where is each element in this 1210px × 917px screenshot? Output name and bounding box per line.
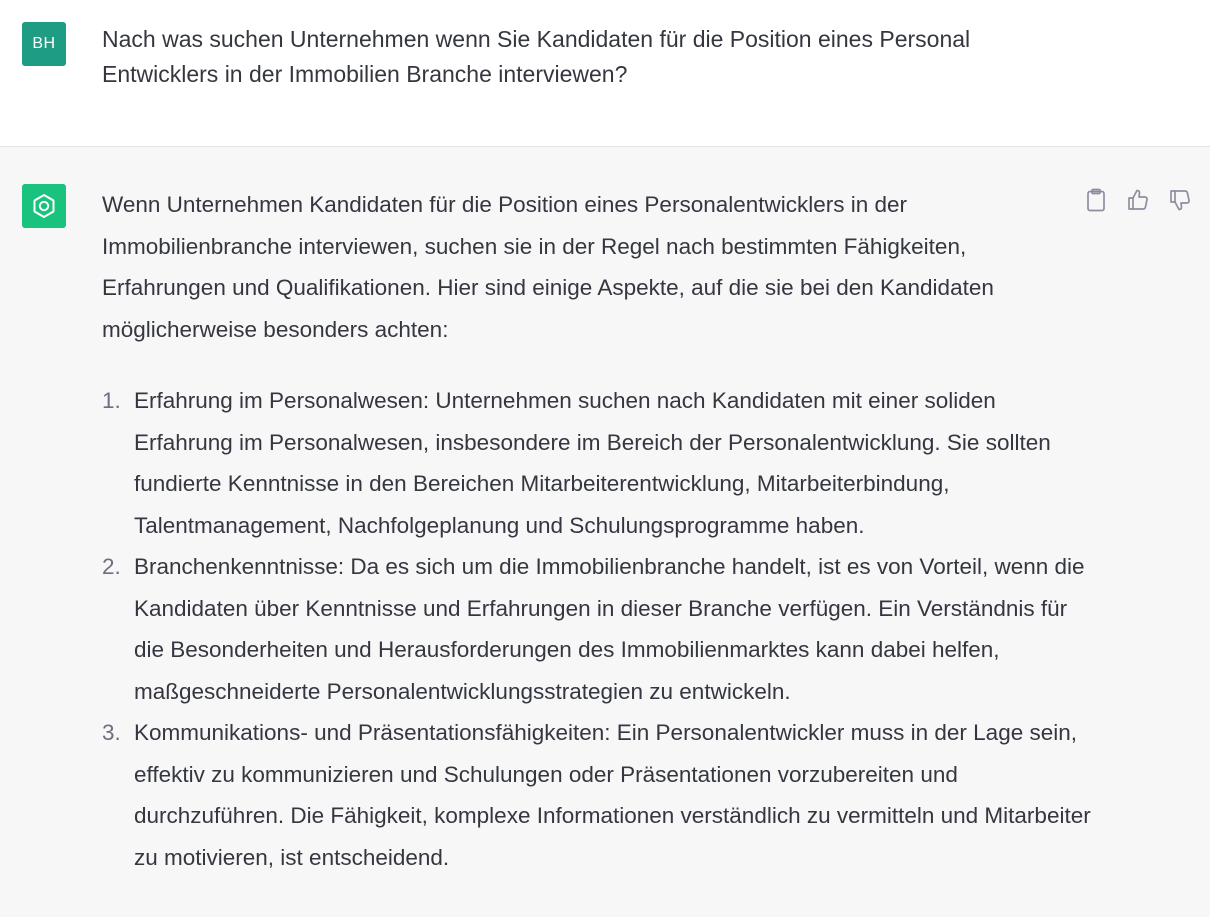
assistant-intro: Wenn Unternehmen Kandidaten für die Position eines Personalentwicklers in der Immobilienbranche interviewen, suchen sie in der Regel nach bestimmten Fähigkeiten, Erfahrungen und Qualifikationen. Hier sind einige Aspekte, auf die sie bei den Kandidaten möglicherweise besonders achten: [102,192,994,342]
clipboard-icon [1086,188,1106,212]
list-item [102,380,1092,546]
assistant-list [102,380,1092,878]
thumbs-down-icon [1168,188,1192,212]
list-item [102,546,1092,712]
list-item-number: 3. [102,720,121,745]
list-item-text: Branchenkenntnisse: Da es sich um die Immobilienbranche handelt, ist es von Vorteil, wenn die Kandidaten über Kenntnisse und Erfahrungen in dieser Branche verfügen. Ein Verständnis für die Besonderheiten und Herausforderungen des Immobilienmarktes kann dabei helfen, maßgeschneiderte Personalentwicklungsstrategien zu entwickeln. [134,554,1085,704]
thumbs-up-button[interactable] [1126,187,1150,213]
list-item-number: 2. [102,554,121,579]
user-message-row [0,0,1210,147]
message-actions [1084,187,1192,213]
thumbs-down-button[interactable] [1168,187,1192,213]
list-item-number: 1. [102,388,121,413]
list-item-text: Kommunikations- und Präsentationsfähigkeiten: Ein Personalentwickler muss in der Lage sein, effektiv zu kommunizieren und Schulungen oder Präsentationen vorzubereiten und durchzuführen. Die Fähigkeit, komplexe Informationen verständlich zu vermitteln und Mitarbeiter zu motivieren, ist entscheidend. [134,720,1091,870]
openai-logo-icon [29,191,59,221]
assistant-message-text [102,184,1092,878]
list-item-text: Erfahrung im Personalwesen: Unternehmen suchen nach Kandidaten mit einer soliden Erfahrung im Personalwesen, insbesondere im Bereich der Personalentwicklung. Sie sollten fundierte Kenntnisse in den Bereichen Mitarbeiterentwicklung, Mitarbeiterbindung, Talentmanagement, Nachfolgeplanung und Schulungsprogramme haben. [134,388,1051,538]
copy-button[interactable] [1084,187,1108,213]
assistant-message-row [0,147,1210,917]
list-item [102,712,1092,878]
assistant-avatar [22,184,66,228]
user-message-text: Nach was suchen Unternehmen wenn Sie Kandidaten für die Position eines Personal Entwicklers in der Immobilien Branche interviewen? [102,26,971,87]
thumbs-up-icon [1126,188,1150,212]
user-avatar: BH [22,22,66,66]
